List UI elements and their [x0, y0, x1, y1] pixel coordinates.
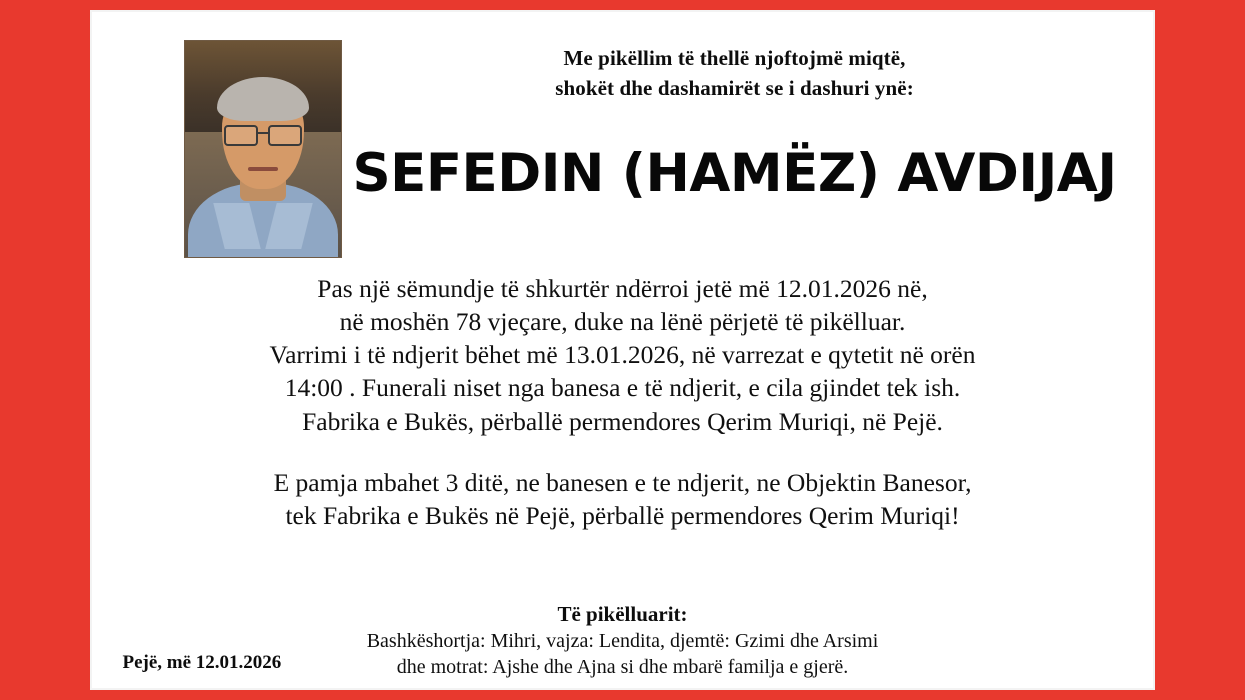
mourners-line-1: Bashkëshortja: Mihri, vajza: Lendita, djemtë: Gzimi dhe Arsimi	[366, 630, 879, 652]
announcement-body	[118, 272, 1126, 532]
intro-line-2: shokët dhe dashamirët se i dashuri ynë:	[555, 75, 914, 100]
right-red-band	[1167, 0, 1245, 700]
portrait-mouth	[248, 167, 278, 171]
portrait-glasses-bridge	[256, 132, 270, 134]
body-line-1: Pas një sëmundje të shkurtër ndërroi jetë më 12.01.2026 në,	[317, 274, 928, 303]
deceased-name: SEFEDIN (HAMËZ) AVDIJAJ	[352, 142, 1117, 204]
left-red-band	[0, 0, 78, 700]
paragraph-gap	[118, 438, 1126, 466]
intro-text	[352, 44, 1116, 104]
intro-line-1: Me pikëllim të thellë njoftojmë miqtë,	[563, 46, 906, 70]
place-and-date: Pejë, më 12.01.2026	[122, 652, 282, 673]
body-line-2: në moshën 78 vjeçare, duke na lënë përjetë të pikëlluar.	[339, 307, 906, 337]
notice-red-border	[78, 0, 1166, 700]
viewing-line-2: tek Fabrika e Bukës në Pejë, përballë permendores Qerim Muriqi!	[285, 500, 960, 530]
notice-header-row	[118, 30, 1126, 258]
body-line-5: Fabrika e Bukës, përballë permendores Qerim Muriqi, në Pejë.	[302, 406, 943, 436]
portrait-glasses	[223, 125, 303, 143]
body-line-4: 14:00 . Funerali niset nga banesa e të ndjerit, e cila gjindet tek ish.	[284, 373, 961, 403]
layout-spacer	[118, 532, 1126, 585]
headline-block	[342, 30, 1126, 204]
portrait-photo	[184, 40, 342, 258]
mourners-title: Të pikëlluarit:	[557, 601, 688, 626]
notice-card	[90, 10, 1154, 690]
body-line-3: Varrimi i të ndjerit bëhet më 13.01.2026, në varrezat e qytetit në orën	[269, 340, 976, 370]
viewing-line-1: E pamja mbahet 3 ditë, ne banesen e te ndjerit, ne Objektin Banesor,	[273, 467, 972, 497]
mourners-line-2: dhe motrat: Ajshe dhe Ajna si dhe mbarë familja e gjerë.	[396, 656, 849, 678]
